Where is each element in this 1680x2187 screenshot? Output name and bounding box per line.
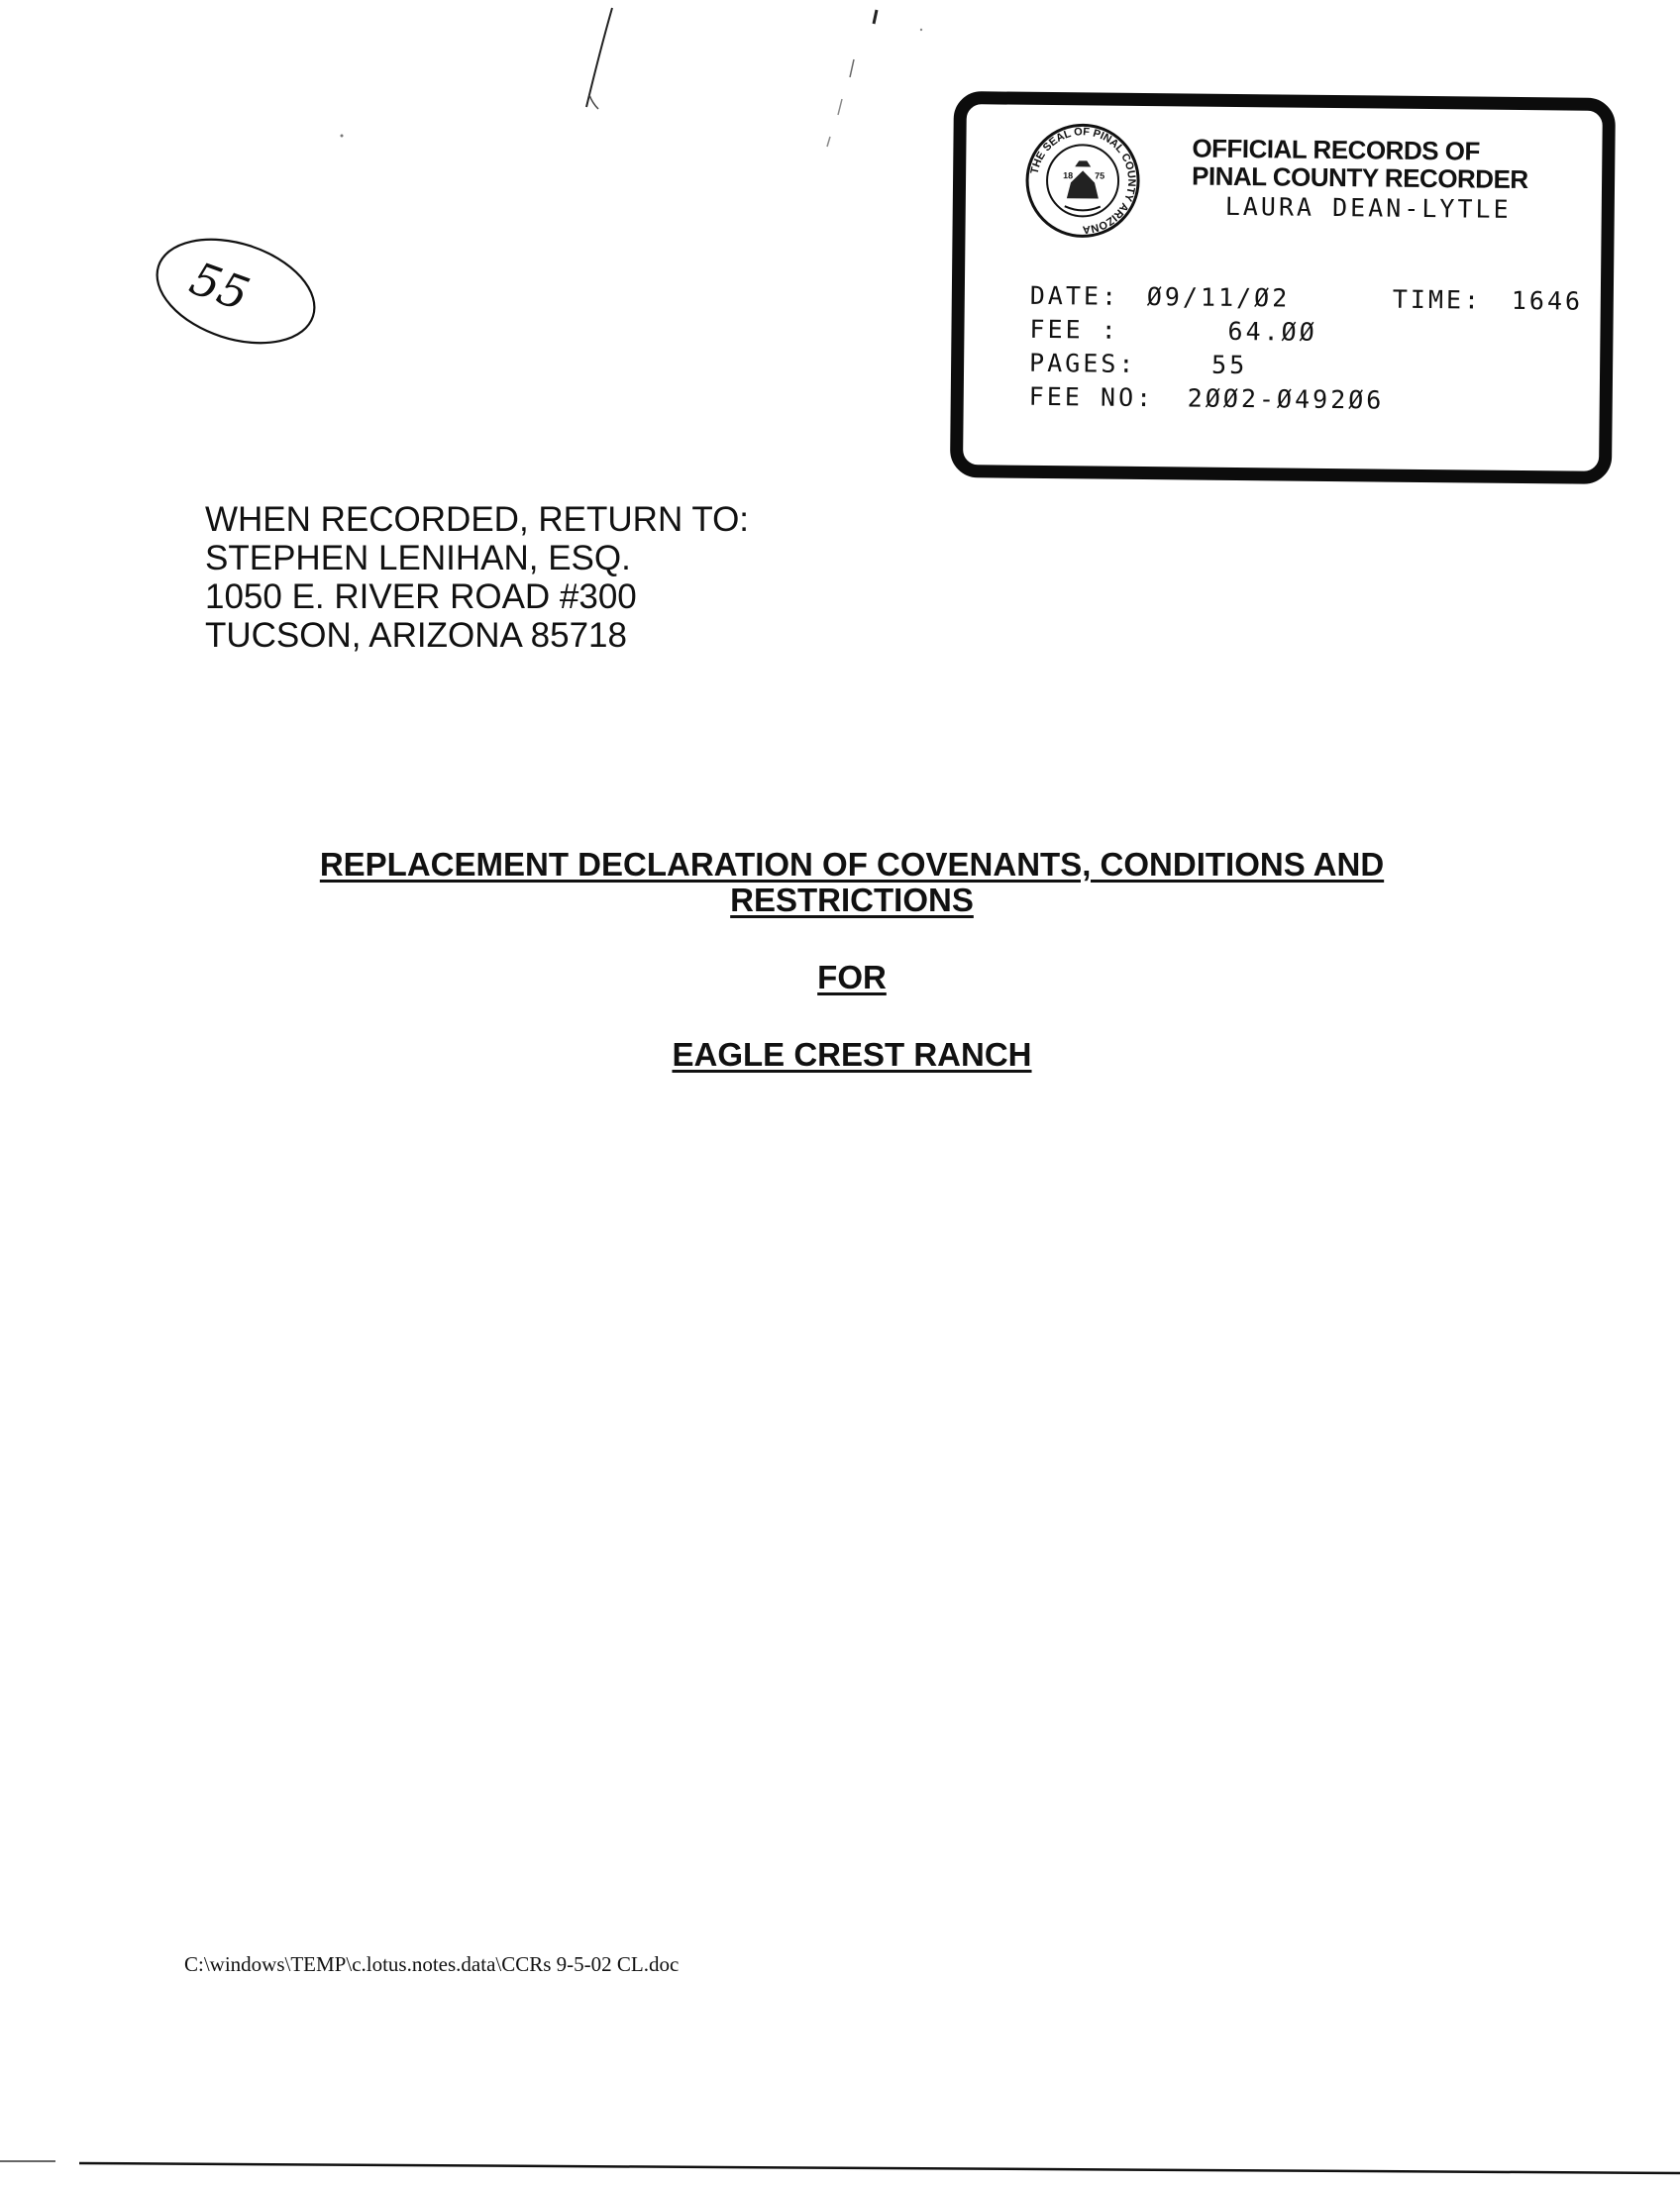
return-to-street: 1050 E. RIVER ROAD #300 [205, 577, 637, 616]
return-to-name: STEPHEN LENIHAN, ESQ. [205, 539, 631, 577]
stamp-fields [1028, 279, 1584, 415]
fee-no-value: 2ØØ2-Ø492Ø6 [1187, 383, 1385, 415]
document-title [258, 847, 1446, 1073]
recorder-stamp [950, 91, 1616, 484]
date-label: DATE: [1029, 280, 1120, 311]
date-value: Ø9/11/Ø2 [1146, 282, 1291, 313]
pages-value: 55 [1210, 350, 1248, 380]
fee-value: 64.ØØ [1227, 316, 1317, 347]
title-line2: RESTRICTIONS [730, 882, 974, 918]
recorder-name: LAURA DEAN-LYTLE [1224, 191, 1512, 224]
time-value: 1646 [1511, 285, 1584, 316]
stamp-title-line2: PINAL COUNTY RECORDER [1191, 160, 1528, 195]
return-to-address [205, 500, 749, 655]
return-to-heading: WHEN RECORDED, RETURN TO: [205, 500, 750, 539]
seal-lettering: THE SEAL OF PINAL COUNTY ARIZONA [1028, 126, 1138, 236]
svg-text:18: 18 [1063, 170, 1074, 181]
fee-no-label: FEE NO: [1028, 381, 1155, 413]
county-seal-icon [1022, 121, 1142, 241]
pages-label: PAGES: [1028, 348, 1137, 378]
footer-file-path: C:\windows\TEMP\c.lotus.notes.data\CCRs 9-5-02 CL.doc [184, 1952, 680, 1976]
handwritten-page-count: 55 [183, 251, 257, 322]
title-line1: REPLACEMENT DECLARATION OF COVENANTS, CONDITIONS AND [319, 846, 1385, 883]
stamp-title [1192, 135, 1528, 194]
stamp-title-line1: OFFICIAL RECORDS OF [1192, 133, 1481, 166]
svg-text:75: 75 [1095, 170, 1105, 181]
handwritten-page-count-mark [149, 230, 327, 359]
title-project-name: EAGLE CREST RANCH [672, 1036, 1032, 1073]
time-label: TIME: [1392, 284, 1483, 315]
title-for: FOR [817, 959, 887, 995]
fee-label: FEE : [1029, 314, 1119, 345]
return-to-city: TUCSON, ARIZONA 85718 [205, 616, 627, 655]
bottom-scan-rule [0, 2157, 1680, 2181]
